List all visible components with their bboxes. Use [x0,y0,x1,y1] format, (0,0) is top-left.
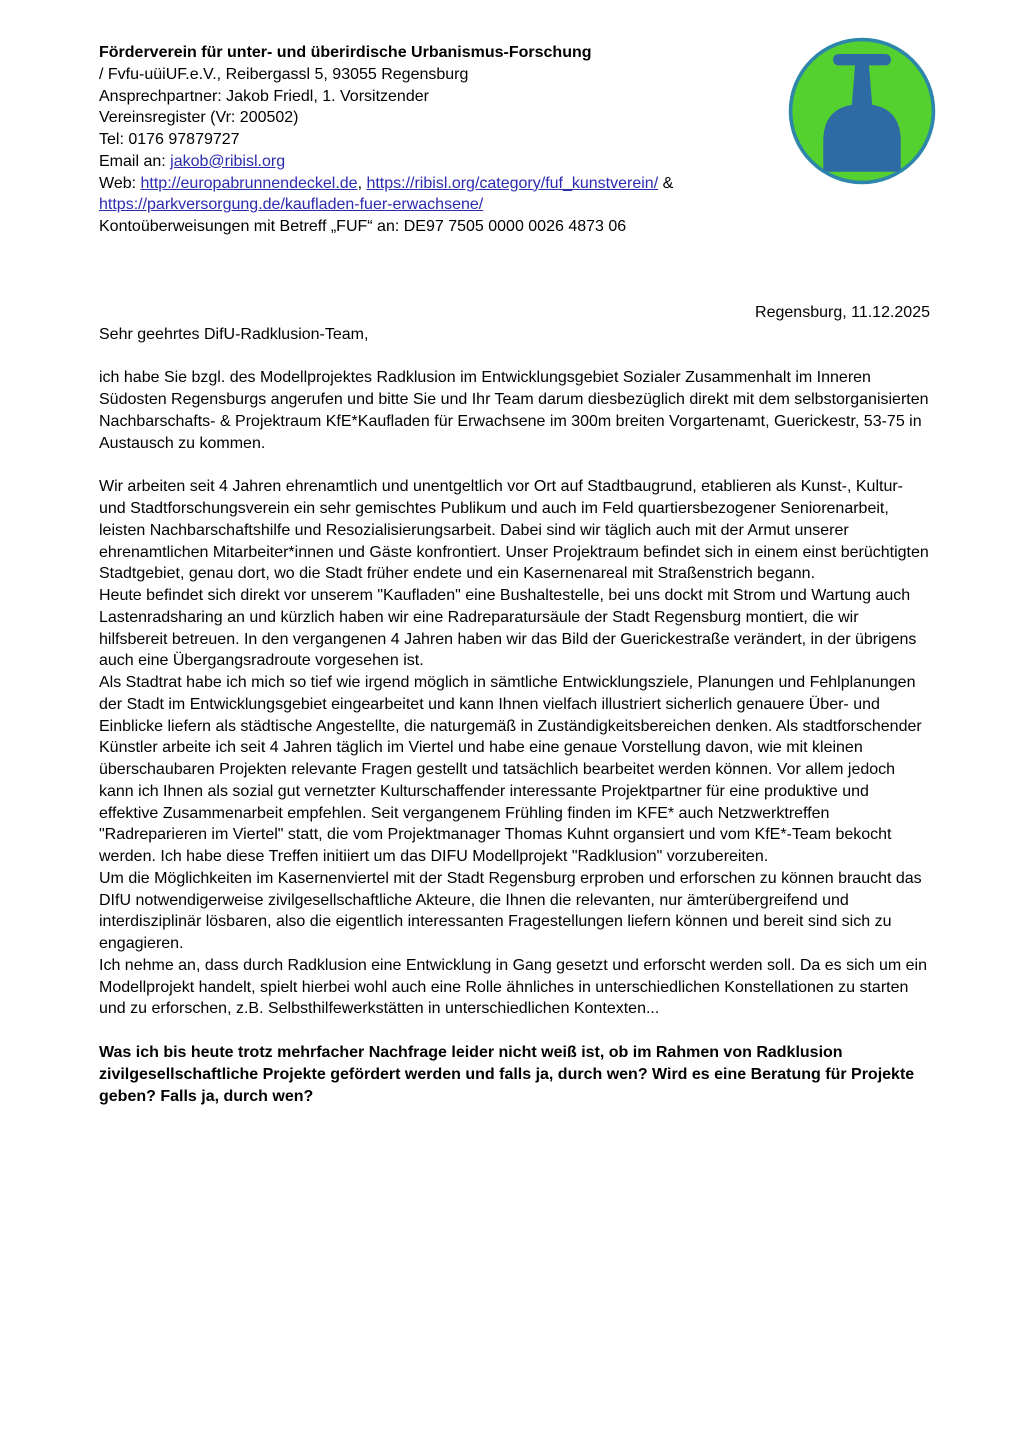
web-line [99,173,759,195]
email-line [99,151,759,173]
web-link-2[interactable]: https://ribisl.org/category/fuf_kunstverein/ [366,174,659,192]
fuf-logo [786,35,938,187]
org-address: / Fvfu-uüiUF.e.V., Reibergassl 5, 93055 Regensburg [99,65,469,83]
bank-transfer-line: Kontoüberweisungen mit Betreff „FUF“ an: DE97 7505 0000 0026 4873 06 [99,218,627,235]
fuf-logo-icon [786,35,938,187]
contact-person: Ansprechpartner: Jakob Friedl, 1. Vorsitzender [99,87,429,105]
email-label: Email an: [99,152,171,170]
paragraph-intro: ich habe Sie bzgl. des Modellprojektes Radklusion im Entwicklungsgebiet Sozialer Zusammenhalt im Inneren Südosten Regensburgs angerufen und bitte Sie und Ihr Team darum diesbezüglich direkt mit dem selbstorganisierten Nachbarschafts- & Projektraum KfE*Kaufladen für Erwachsene im 300m breiten Vorgartenamt, Guerickestr, 53-75 in Austausch zu kommen. [99,369,929,452]
paragraph-block-2: Heute befindet sich direkt vor unserem "Kaufladen" eine Bushaltestelle, bei uns dockt mit Strom und Wartung auch Lastenradsharing an und kürzlich haben wir eine Radreparatursäule der Stadt Regensburg montiert, die wir hilfsbereit betreuen. In den vergangenen 4 Jahren haben wir das Bild der Guerickestraße verändert, in der übrigens auch eine Übergangsradroute vorgesehen ist. [99,587,917,670]
email-link[interactable]: jakob@ribisl.org [170,152,286,170]
web-label: Web: [99,174,141,192]
letterhead [99,42,759,238]
date-line: Regensburg, 11.12.2025 [755,303,930,321]
salutation: Sehr geehrtes DifU-Radklusion-Team, [99,325,369,343]
web-link-1[interactable]: http://europabrunnendeckel.de [140,174,358,192]
letter-body [99,324,930,1108]
web-line-2 [99,194,759,216]
paragraph-block-4: Um die Möglichkeiten im Kasernenviertel mit der Stadt Regensburg erproben und erforschen zu können braucht das DIfU notwendigerweise zivilgesellschaftliche Akteure, die Ihnen die relevanten, nur ämterübergreifend und interdisziplinär lösbaren, also die eigentlich interessanten Fragestellungen liefern können und bereit sind sich zu engagieren. [99,869,922,952]
web-link-3[interactable]: https://parkversorgung.de/kaufladen-fuer-erwachsene/ [99,196,484,214]
web-separator-1: , [357,174,367,192]
paragraph-block-5: Ich nehme an, dass durch Radklusion eine Entwicklung in Gang gesetzt und erforscht werden soll. Da es sich um ein Modellprojekt handelt, spielt hierbei wohl auch eine Rolle ähnliches in unterschiedlichen Konstellationen zu starten und zu erforschen, z.B. Selbsthilfewerkstätten in unterschiedlichen Kontexten... [99,956,927,1018]
web-separator-2: & [658,174,674,192]
phone-number: Tel: 0176 97879727 [99,131,240,148]
closing-question: Was ich bis heute trotz mehrfacher Nachfrage leider nicht weiß ist, ob im Rahmen von Radklusion zivilgesellschaftliche Projekte gefördert werden und falls ja, durch wen? Wird es eine Beratung für Projekte geben? Falls ja, durch wen? [99,1044,915,1105]
org-name: Förderverein für unter- und überirdische Urbanismus-Forschung [99,44,592,61]
paragraph-block-3: Als Stadtrat habe ich mich so tief wie irgend möglich in sämtliche Entwicklungsziele, Planungen und Fehlplanungen der Stadt im Entwicklungsgebiet eingearbeitet und kann Ihnen vielfach illustriert sicherlich genauere Über- und Einblicke liefern als städtische Angestellte, die naturgemäß in Zuständigkeitsbereichen denken. Als stadtforschender Künstler arbeite ich seit 4 Jahren täglich im Viertel und habe eine genaue Vorstellung davon, wie mit kleinen überschaubaren Projekten relevante Fragen gestellt und tatsächlich bearbeitet werden können. Vor allem jedoch kann ich Ihnen als sozial gut vernetzter Kulturschaffender interessante Projektpartner für eine produktive und effektive Zusammenarbeit empfehlen. Seit vergangenem Frühling finden im KFE* auch Netzwerktreffen "Radreparieren im Viertel" statt, die vom Projektmanager Thomas Kuhnt organsiert und vom KfE*-Team bekocht werden. Ich habe diese Treffen initiiert um das DIFU Modellprojekt "Radklusion" vorzubereiten. [99,674,922,865]
register-number: Vereinsregister (Vr: 200502) [99,109,299,127]
paragraph-block-1: Wir arbeiten seit 4 Jahren ehrenamtlich und unentgeltlich vor Ort auf Stadtbaugrund, etablieren als Kunst-, Kultur- und Stadtforschungsverein ein sehr gemischtes Publikum und auch im Feld quartiersbezogener Seniorenarbeit, leisten Nachbarschaftshilfe und Resozialisierungsarbeit. Dabei sind wir täglich auch mit der Armut unserer ehrenamtlichen Mitarbeiter*innen und Gäste konfrontiert. Unser Projektraum befindet sich in einem einst berüchtigten Stadtgebiet, genau dort, wo die Stadt früher endete und ein Kasernenareal mit Straßenstrich begann. [99,478,929,583]
